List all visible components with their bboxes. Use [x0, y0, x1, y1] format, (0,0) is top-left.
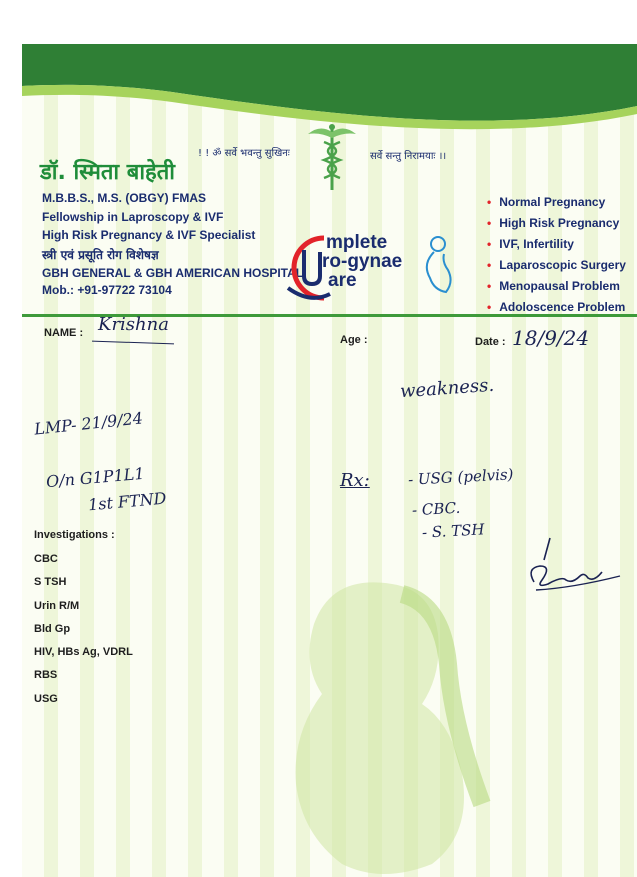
rx-symbol: Rx: — [340, 470, 370, 491]
investigation-item: CBC — [34, 553, 58, 565]
name-underline — [92, 341, 174, 345]
lmp-note: LMP- 21/9/24 — [33, 408, 144, 439]
logo-line-2: ro-gynae — [322, 251, 403, 272]
investigation-item: S TSH — [34, 576, 67, 589]
investigation-item: HIV, HBs Ag, VDRL — [34, 646, 133, 659]
investigation-item: Bld Gp — [34, 622, 71, 635]
doctor-signature-icon — [522, 536, 632, 606]
doctor-fellowship: Fellowship in Laproscopy & IVF — [42, 210, 224, 224]
rx-item: - USG (pelvis) — [407, 465, 514, 489]
investigations-list — [34, 548, 133, 711]
services-list — [487, 192, 626, 318]
hospital-name: GBH GENERAL & GBH AMERICAN HOSPITAL — [42, 266, 304, 280]
investigation-item: USG — [34, 692, 58, 705]
service-item: • Menopausal Problem — [487, 276, 626, 297]
service-item: • Laparoscopic Surgery — [487, 255, 626, 276]
doctor-hindi-specialty: स्त्री एवं प्रसूति रोग विशेषज्ञ — [42, 248, 159, 262]
invocation-left: ! ! ॐ सर्वे भवन्तु सुखिनः — [198, 148, 290, 159]
invocation-right: सर्वे सन्तु निरामयाः ।। — [370, 151, 447, 162]
doctor-specialist: High Risk Pregnancy & IVF Specialist — [42, 228, 256, 242]
service-item: • High Risk Pregnancy — [487, 213, 626, 234]
date-label: Date : — [475, 336, 506, 348]
investigation-item: Urin R/M — [34, 599, 80, 612]
service-item: • Normal Pregnancy — [487, 192, 626, 213]
logo-line-3: are — [328, 270, 357, 291]
service-item: • IVF, Infertility — [487, 234, 626, 255]
complaint-note: weakness. — [399, 374, 495, 403]
age-label: Age : — [340, 334, 368, 346]
logo-line-1: mplete — [326, 232, 388, 253]
investigations-title: Investigations : — [34, 529, 115, 541]
service-item: • Adoloscence Problem — [487, 297, 626, 318]
rx-item: - S. TSH — [421, 520, 485, 542]
doctor-name: डॉ. स्मिता बाहेती — [40, 160, 175, 185]
clinic-logo — [280, 230, 460, 304]
obstetric-history-line-2: 1st FTND — [87, 488, 168, 515]
prescription-sheet — [22, 44, 637, 877]
investigation-item: RBS — [34, 669, 58, 682]
rx-item: - CBC. — [411, 498, 461, 520]
caduceus-icon — [304, 122, 360, 192]
visit-date: 18/9/24 — [512, 326, 590, 350]
mother-silhouette-icon — [418, 234, 458, 298]
pregnancy-watermark-icon — [252, 564, 512, 877]
name-label: NAME : — [44, 327, 84, 339]
patient-name: Krishna — [98, 314, 169, 335]
doctor-mobile: Mob.: +91-97722 73104 — [42, 283, 172, 297]
obstetric-history-line-1: O/n G1P1L1 — [45, 463, 146, 492]
doctor-degrees: M.B.B.S., M.S. (OBGY) FMAS — [42, 191, 206, 205]
